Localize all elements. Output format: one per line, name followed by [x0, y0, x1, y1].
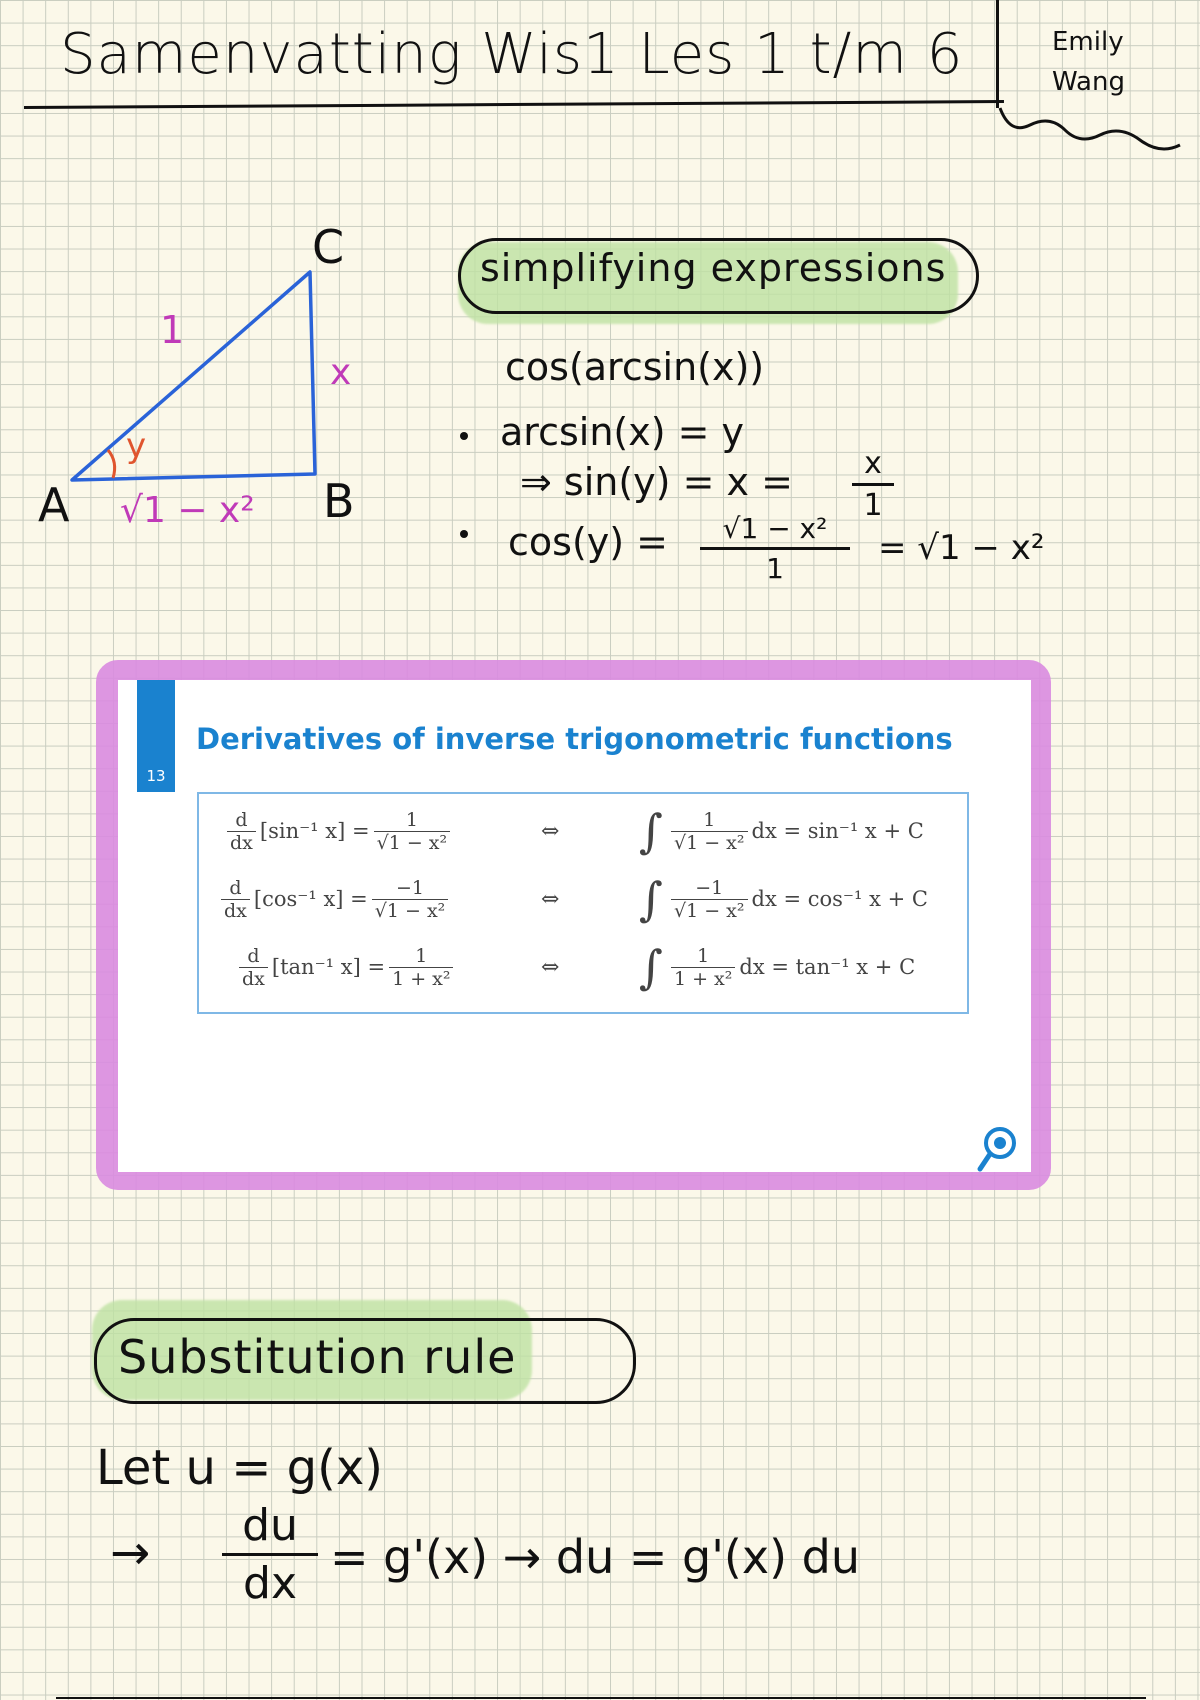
angle-arc	[108, 450, 115, 478]
fraction-numerator: x	[864, 446, 882, 481]
bullet	[460, 530, 468, 538]
formula-row	[199, 798, 967, 864]
section-heading-substitution: Substitution rule	[118, 1330, 517, 1384]
integral-result: dx = tan⁻¹ x + C	[739, 955, 916, 979]
derivative-dx: dx	[221, 899, 250, 922]
fraction-numerator: √1 − x²	[722, 512, 828, 545]
adjacent-label: √1 − x²	[120, 490, 255, 531]
integral-numerator: 1	[703, 808, 716, 831]
bullet	[460, 432, 468, 440]
equivalence-symbol: ⇔	[541, 954, 560, 980]
page-title: Samenvatting Wis1 Les 1 t/m 6	[60, 22, 964, 87]
arrow: →	[110, 1525, 151, 1581]
integral-sign: ∫	[639, 872, 663, 926]
integral-denominator: 1 + x²	[671, 967, 735, 990]
integral-denominator: √1 − x²	[671, 831, 748, 854]
derivative-denominator: √1 − x²	[374, 831, 451, 854]
author-last-name: Wang	[1052, 67, 1125, 97]
angle-label: y	[126, 426, 147, 466]
integral-numerator: −1	[695, 876, 724, 899]
derivative-denominator: √1 − x²	[372, 899, 449, 922]
author-first-name: Emily	[1052, 27, 1124, 57]
formula-table	[197, 792, 969, 1014]
derivative-dx: dx	[239, 967, 268, 990]
integral-result: dx = cos⁻¹ x + C	[751, 887, 928, 911]
step-cos: cos(y) =	[508, 520, 668, 564]
expression-cos-arcsin: cos(arcsin(x))	[505, 345, 765, 389]
derivative-numerator: −1	[396, 876, 425, 899]
derivative-function: [sin⁻¹ x] =	[259, 819, 370, 843]
vertex-a-label: A	[38, 478, 70, 532]
integral-sign: ∫	[639, 804, 663, 858]
formula-row	[199, 934, 967, 1000]
hypotenuse-label: 1	[160, 308, 185, 352]
step-arcsin: arcsin(x) = y	[500, 410, 745, 454]
derivative-denominator: 1 + x²	[389, 967, 453, 990]
integral-sign: ∫	[639, 940, 663, 994]
derivative-function: [cos⁻¹ x] =	[253, 887, 368, 911]
opposite-label: x	[330, 352, 352, 393]
derivative-d: d	[229, 876, 242, 899]
magnifier-icon[interactable]	[975, 1125, 1019, 1175]
equivalence-symbol: ⇔	[541, 886, 560, 912]
fraction-denominator: 1	[766, 552, 784, 585]
integral-result: dx = sin⁻¹ x + C	[751, 819, 924, 843]
equivalence-symbol: ⇔	[541, 818, 560, 844]
slide-number: 13	[146, 767, 166, 785]
derivative-numerator: 1	[405, 808, 418, 831]
section-heading-simplifying: simplifying expressions	[480, 246, 947, 290]
result-root: = √1 − x²	[878, 528, 1045, 568]
fraction-denominator: dx	[243, 1558, 297, 1609]
formula-row	[199, 866, 967, 932]
step-sin: ⇒ sin(y) = x =	[520, 460, 793, 504]
triangle-shape	[72, 272, 315, 480]
fraction-x-over-1	[852, 446, 894, 523]
fraction-numerator: du	[242, 1500, 298, 1551]
derivative-d: d	[247, 944, 260, 967]
page-bottom-rule	[56, 1697, 1146, 1699]
derivative-numerator: 1	[415, 944, 428, 967]
vertex-b-label: B	[323, 474, 355, 528]
derivative-function: [tan⁻¹ x] =	[271, 955, 386, 979]
slide-title: Derivatives of inverse trigonometric functions	[196, 722, 953, 756]
substitution-derivation: = g'(x) → du = g'(x) du	[330, 1530, 860, 1584]
derivative-d: d	[235, 808, 248, 831]
fraction-denominator: 1	[863, 488, 883, 523]
fraction-root-over-1	[700, 512, 850, 585]
fraction-du-dx	[222, 1500, 318, 1609]
integral-numerator: 1	[697, 944, 710, 967]
substitution-definition: Let u = g(x)	[96, 1440, 383, 1496]
derivative-dx: dx	[227, 831, 256, 854]
vertex-c-label: C	[312, 220, 345, 274]
integral-denominator: √1 − x²	[671, 899, 748, 922]
